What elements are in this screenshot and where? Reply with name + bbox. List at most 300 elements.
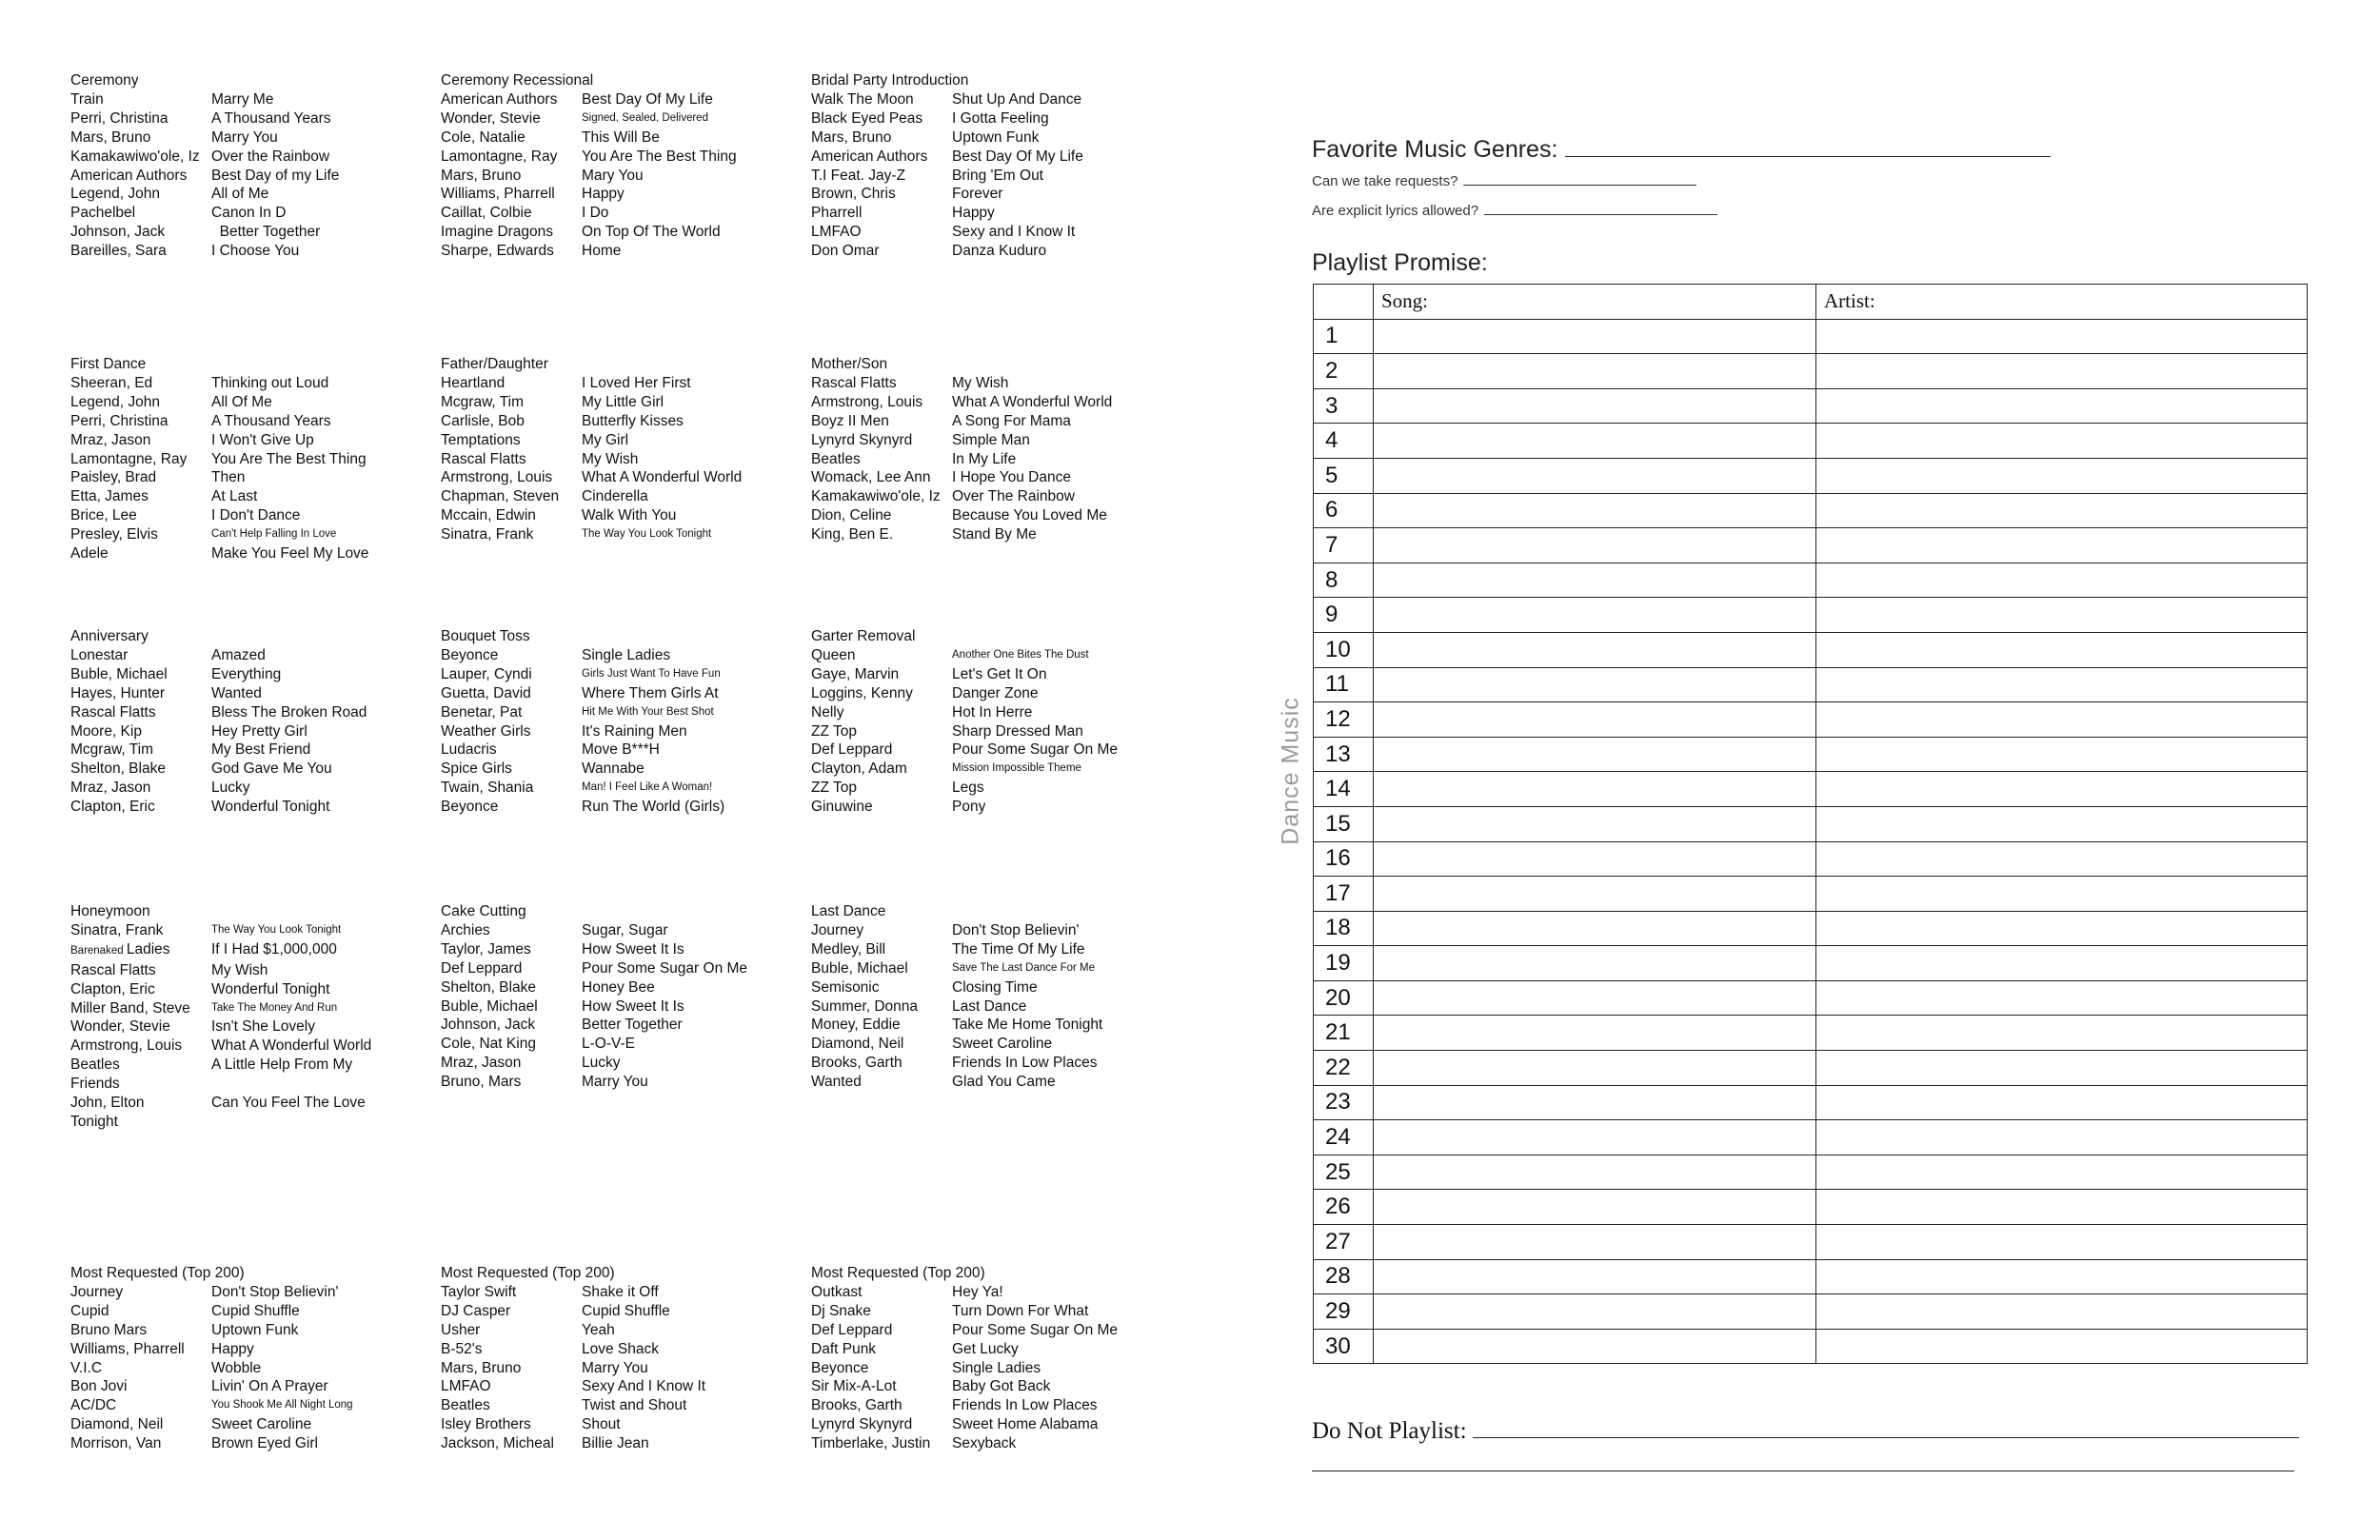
artist-name: Medley, Bill (811, 940, 886, 958)
artist-name: Clapton, Eric (70, 980, 155, 997)
artist-name: Beyonce (441, 799, 499, 816)
song-title: L-O-V-E (582, 1036, 635, 1053)
song-row (811, 798, 1173, 817)
song-cell[interactable] (1374, 563, 1816, 598)
artist-name: Legend, John (70, 186, 160, 203)
artist-name: Diamond, Neil (811, 1036, 904, 1053)
row-number: 8 (1314, 563, 1374, 598)
artist-cell[interactable] (1816, 1329, 2308, 1364)
song-title: A Little Help From My (211, 1056, 353, 1074)
song-cell[interactable] (1374, 1016, 1816, 1051)
artist-name: Archies (441, 921, 490, 938)
playlist-row (1314, 1051, 2308, 1086)
row-number: 14 (1314, 772, 1374, 807)
artist-name: Rascal Flatts (70, 961, 156, 978)
song-row (70, 1056, 432, 1075)
song-cell[interactable] (1374, 458, 1816, 493)
song-title: Another One Bites The Dust (952, 648, 1089, 661)
artist-cell[interactable] (1816, 841, 2308, 877)
song-title: Sweet Home Alabama (952, 1416, 1099, 1433)
song-cell[interactable] (1374, 1085, 1816, 1120)
song-cell[interactable] (1374, 528, 1816, 563)
section-title: Father/Daughter (441, 356, 548, 372)
song-title: You Shook Me All Night Long (211, 1399, 353, 1412)
playlist-row (1314, 458, 2308, 493)
playlist-row (1314, 737, 2308, 772)
artist-name: Ginuwine (811, 799, 873, 816)
song-row (70, 525, 432, 544)
song-title: My Wish (211, 961, 268, 978)
song-title: Sugar, Sugar (582, 921, 668, 938)
song-header: Song: (1374, 285, 1816, 320)
artist-name: Don Omar (811, 243, 880, 260)
artist-name: Adele (70, 545, 109, 563)
song-row (70, 544, 432, 563)
artist-name: Shelton, Blake (441, 978, 536, 996)
song-row (70, 128, 432, 148)
artist-name: Boyz II Men (811, 412, 889, 429)
song-row (811, 412, 1173, 431)
song-cell[interactable] (1374, 980, 1816, 1016)
artist-name: Perri, Christina (70, 412, 169, 429)
song-title: Marry You (582, 1074, 648, 1091)
artist-cell[interactable] (1816, 911, 2308, 946)
artist-name: Sheeran, Ed (70, 374, 153, 391)
artist-name: Presley, Elvis (70, 526, 158, 543)
artist-name: Def Leppard (441, 959, 523, 977)
song-title: Hot In Herre (952, 703, 1033, 721)
artist-cell[interactable] (1816, 877, 2308, 912)
song-cell[interactable] (1374, 1294, 1816, 1330)
playlist-row (1314, 1085, 2308, 1120)
artist-name: Imagine Dragons (441, 224, 554, 241)
artist-name: Summer, Donna (811, 997, 918, 1015)
artist-name: Lynyrd Skynyrd (811, 1416, 913, 1433)
row-number: 1 (1314, 319, 1374, 354)
song-title: I Loved Her First (582, 374, 691, 391)
row-number: 22 (1314, 1051, 1374, 1086)
song-cell[interactable] (1374, 1329, 1816, 1364)
artist-cell[interactable] (1816, 528, 2308, 563)
song-cell[interactable] (1374, 1225, 1816, 1260)
song-title: In My Life (952, 450, 1017, 467)
artist-name: Mcgraw, Tim (70, 741, 153, 759)
song-title: Wobble (211, 1359, 262, 1376)
song-row (811, 1415, 1173, 1434)
artist-name: Friends (70, 1076, 120, 1093)
song-cell[interactable] (1374, 493, 1816, 528)
artist-name: Pharrell (811, 205, 863, 222)
song-row (441, 1359, 803, 1378)
song-title: What A Wonderful World (582, 469, 743, 486)
artist-name: Journey (70, 1283, 124, 1300)
song-title: My Best Friend (211, 741, 311, 759)
song-cell[interactable] (1374, 911, 1816, 946)
song-title: Forever (952, 186, 1003, 203)
artist-cell[interactable] (1816, 1259, 2308, 1294)
row-number: 13 (1314, 737, 1374, 772)
song-row (441, 412, 803, 431)
song-title: Canon In D (211, 205, 287, 222)
song-title: Friends In Low Places (952, 1397, 1098, 1414)
song-title: Take The Money And Run (211, 1001, 338, 1014)
artist-cell[interactable] (1816, 1085, 2308, 1120)
song-title: Don't Stop Believin' (211, 1283, 339, 1300)
artist-name: Perri, Christina (70, 109, 169, 127)
song-row (70, 185, 432, 204)
song-row (441, 722, 803, 741)
song-title: Everything (211, 665, 282, 682)
section-title: Cake Cutting (441, 903, 526, 919)
song-row (811, 109, 1173, 128)
song-row (70, 961, 432, 980)
artist-name: Bon Jovi (70, 1378, 128, 1395)
row-number: 12 (1314, 702, 1374, 738)
artist-name: B-52's (441, 1340, 483, 1357)
song-title: Brown Eyed Girl (211, 1435, 318, 1452)
song-cell[interactable] (1374, 737, 1816, 772)
artist-cell[interactable] (1816, 1294, 2308, 1330)
song-cell[interactable] (1374, 772, 1816, 807)
song-row (70, 665, 432, 684)
song-title: Shut Up And Dance (952, 90, 1082, 108)
song-row (441, 1283, 803, 1302)
song-title: Pour Some Sugar On Me (582, 959, 748, 977)
song-row (811, 1377, 1173, 1396)
explicit-line[interactable] (1484, 203, 1717, 215)
artist-cell[interactable] (1816, 1016, 2308, 1051)
artist-cell[interactable] (1816, 632, 2308, 667)
song-row (70, 1113, 432, 1132)
artist-name: Dion, Celine (811, 507, 892, 524)
song-row (70, 1377, 432, 1396)
artist-name: Train (70, 90, 104, 108)
song-row (441, 646, 803, 665)
song-row (811, 978, 1173, 997)
playlist-row (1314, 1016, 2308, 1051)
song-row (811, 90, 1173, 109)
artist-cell[interactable] (1816, 667, 2308, 702)
song-title: Cupid Shuffle (211, 1302, 300, 1319)
song-row (441, 450, 803, 469)
song-title: Lucky (211, 780, 250, 797)
song-cell[interactable] (1374, 1155, 1816, 1190)
song-title: Stand By Me (952, 526, 1037, 543)
song-row (811, 185, 1173, 204)
requests-field[interactable] (1312, 173, 1696, 189)
song-row (441, 374, 803, 393)
song-section (441, 71, 803, 261)
artist-name: Armstrong, Louis (441, 469, 553, 486)
row-number: 29 (1314, 1294, 1374, 1330)
song-cell[interactable] (1374, 1259, 1816, 1294)
song-title: Hey Ya! (952, 1283, 1003, 1300)
song-cell[interactable] (1374, 319, 1816, 354)
song-row (811, 959, 1173, 978)
song-cell[interactable] (1374, 598, 1816, 633)
song-cell[interactable] (1374, 877, 1816, 912)
song-title: Sweet Caroline (952, 1036, 1053, 1053)
artist-name: ZZ Top (811, 722, 857, 740)
song-title: Single Ladies (952, 1359, 1041, 1376)
song-cell[interactable] (1374, 841, 1816, 877)
artist-cell[interactable] (1816, 806, 2308, 841)
favorite-genres-field[interactable] (1312, 136, 2051, 164)
artist-name: Wanted (811, 1074, 862, 1091)
artist-name: Armstrong, Louis (811, 393, 923, 410)
song-row (70, 242, 432, 261)
song-title: How Sweet It Is (582, 940, 684, 958)
playlist-row (1314, 877, 2308, 912)
song-row (441, 204, 803, 223)
section-title: Garter Removal (811, 628, 916, 644)
playlist-row (1314, 1329, 2308, 1364)
artist-cell[interactable] (1816, 1051, 2308, 1086)
artist-name: Taylor Swift (441, 1283, 517, 1300)
song-title: Mary You (582, 167, 644, 184)
song-title: Cupid Shuffle (582, 1302, 670, 1319)
song-title: Run The World (Girls) (582, 799, 725, 816)
song-row (811, 1073, 1173, 1092)
song-row (441, 148, 803, 167)
artist-cell[interactable] (1816, 1155, 2308, 1190)
song-cell[interactable] (1374, 1190, 1816, 1225)
section-title: Most Requested (Top 200) (70, 1265, 245, 1281)
row-number: 16 (1314, 841, 1374, 877)
song-title: Butterfly Kisses (582, 412, 684, 429)
artist-name: Mars, Bruno (811, 128, 892, 146)
song-row (811, 646, 1173, 665)
song-row (70, 90, 432, 109)
artist-name: Outkast (811, 1283, 863, 1300)
do-not-playlist-field[interactable] (1312, 1418, 2299, 1445)
song-title: Marry Me (211, 90, 274, 108)
playlist-row (1314, 528, 2308, 563)
song-row (70, 798, 432, 817)
song-title: A Thousand Years (211, 412, 331, 429)
song-title: You Are The Best Thing (582, 148, 737, 165)
song-section (811, 627, 1173, 817)
song-row (441, 921, 803, 940)
playlist-row (1314, 841, 2308, 877)
song-title: Wonderful Tonight (211, 980, 330, 997)
artist-cell[interactable] (1816, 493, 2308, 528)
artist-cell[interactable] (1816, 563, 2308, 598)
playlist-row (1314, 1120, 2308, 1155)
song-row (70, 940, 432, 961)
artist-cell[interactable] (1816, 354, 2308, 389)
playlist-row (1314, 1225, 2308, 1260)
song-row (70, 1415, 432, 1434)
song-row (441, 90, 803, 109)
artist-name: Walk The Moon (811, 90, 914, 108)
song-row (70, 1340, 432, 1359)
artist-name: LMFAO (441, 1378, 491, 1395)
song-row (441, 798, 803, 817)
artist-name: Temptations (441, 431, 521, 448)
song-title: Better Together (211, 224, 321, 241)
song-row (70, 412, 432, 431)
artist-cell[interactable] (1816, 319, 2308, 354)
song-title: Livin' On A Prayer (211, 1378, 328, 1395)
row-number: 17 (1314, 877, 1374, 912)
artist-cell[interactable] (1816, 1225, 2308, 1260)
song-cell[interactable] (1374, 806, 1816, 841)
song-cell[interactable] (1374, 1051, 1816, 1086)
requests-line[interactable] (1463, 173, 1696, 186)
artist-cell[interactable] (1816, 702, 2308, 738)
artist-cell[interactable] (1816, 458, 2308, 493)
artist-name: Guetta, David (441, 684, 531, 701)
explicit-field[interactable] (1312, 203, 1717, 219)
song-cell[interactable] (1374, 1120, 1816, 1155)
artist-name: Mraz, Jason (70, 780, 151, 797)
side-label: Dance Music (1277, 697, 1304, 845)
playlist-row (1314, 319, 2308, 354)
song-row (70, 703, 432, 722)
artist-name: Brice, Lee (70, 507, 137, 524)
artist-name: American Authors (441, 90, 558, 108)
artist-name: ZZ Top (811, 780, 857, 797)
song-title: Man! I Feel Like A Woman! (582, 781, 713, 794)
playlist-row (1314, 354, 2308, 389)
artist-name: Bareilles, Sara (70, 243, 167, 260)
artist-name: Beatles (811, 450, 861, 467)
song-cell[interactable] (1374, 354, 1816, 389)
song-row (70, 740, 432, 760)
artist-name: Mraz, Jason (70, 431, 151, 448)
song-title: Don't Stop Believin' (952, 921, 1080, 938)
song-row (811, 374, 1173, 393)
row-number: 9 (1314, 598, 1374, 633)
song-cell[interactable] (1374, 946, 1816, 981)
playlist-header-row (1314, 285, 2308, 320)
song-row (811, 1340, 1173, 1359)
song-row (441, 740, 803, 760)
artist-cell[interactable] (1816, 980, 2308, 1016)
song-row (811, 1434, 1173, 1453)
song-row (441, 1434, 803, 1453)
song-cell[interactable] (1374, 702, 1816, 738)
song-row (70, 1396, 432, 1415)
artist-name: Clapton, Eric (70, 799, 155, 816)
song-row (441, 525, 803, 544)
section-title: Most Requested (Top 200) (441, 1265, 615, 1281)
song-row (70, 1075, 432, 1094)
artist-cell[interactable] (1816, 1190, 2308, 1225)
artist-name: Jackson, Micheal (441, 1435, 554, 1452)
song-row (811, 242, 1173, 261)
song-row (441, 779, 803, 798)
artist-name: Dj Snake (811, 1302, 871, 1319)
artist-name: Black Eyed Peas (811, 109, 923, 127)
artist-name: Mcgraw, Tim (441, 393, 524, 410)
song-title: Friends In Low Places (952, 1055, 1098, 1072)
song-row (441, 997, 803, 1017)
song-row (441, 1340, 803, 1359)
row-number: 6 (1314, 493, 1374, 528)
song-section (811, 71, 1173, 261)
artist-name: Cole, Natalie (441, 128, 526, 146)
song-title: Over the Rainbow (211, 148, 330, 165)
artist-name: Sinatra, Frank (70, 921, 164, 938)
playlist-row (1314, 1155, 2308, 1190)
favorite-genres-line[interactable] (1565, 139, 2051, 157)
song-title: If I Had $1,000,000 (211, 940, 337, 958)
song-row (441, 128, 803, 148)
row-number: 2 (1314, 354, 1374, 389)
song-cell[interactable] (1374, 632, 1816, 667)
song-row (441, 1054, 803, 1073)
artist-name: Beatles (70, 1056, 120, 1074)
song-row (70, 722, 432, 741)
song-row (811, 128, 1173, 148)
song-cell[interactable] (1374, 667, 1816, 702)
song-cell[interactable] (1374, 424, 1816, 459)
song-row (70, 1434, 432, 1453)
artist-cell[interactable] (1816, 946, 2308, 981)
song-title: Amazed (211, 646, 266, 663)
artist-cell[interactable] (1816, 772, 2308, 807)
song-row (70, 760, 432, 779)
row-number: 3 (1314, 388, 1374, 424)
song-title: Can You Feel The Love (211, 1095, 366, 1112)
song-row (811, 921, 1173, 940)
song-row (811, 997, 1173, 1017)
song-title: Legs (952, 780, 984, 797)
song-title: Uptown Funk (952, 128, 1040, 146)
song-row (70, 450, 432, 469)
song-row (811, 1396, 1173, 1415)
artist-name: Miller Band, Steve (70, 999, 190, 1017)
row-number: 15 (1314, 806, 1374, 841)
song-row (811, 740, 1173, 760)
artist-cell[interactable] (1816, 598, 2308, 633)
song-title: At Last (211, 488, 258, 505)
artist-name: Sharpe, Edwards (441, 243, 554, 260)
song-row (441, 109, 803, 128)
number-header (1314, 285, 1374, 320)
artist-name: Wonder, Stevie (441, 109, 541, 127)
artist-cell[interactable] (1816, 1120, 2308, 1155)
song-title: I Choose You (211, 243, 300, 260)
song-row (441, 506, 803, 525)
playlist-row (1314, 946, 2308, 981)
artist-name: Rascal Flatts (441, 450, 526, 467)
playlist-row (1314, 702, 2308, 738)
song-cell[interactable] (1374, 388, 1816, 424)
song-row (70, 1302, 432, 1321)
song-row (441, 978, 803, 997)
song-title: Best Day Of My Life (952, 148, 1083, 165)
song-row (811, 1035, 1173, 1054)
row-number: 26 (1314, 1190, 1374, 1225)
artist-cell[interactable] (1816, 424, 2308, 459)
artist-cell[interactable] (1816, 388, 2308, 424)
song-title: Love Shack (582, 1340, 659, 1357)
artist-name: Taylor, James (441, 940, 531, 958)
do-not-playlist-line[interactable] (1473, 1420, 2299, 1438)
song-row (811, 703, 1173, 722)
song-title: Girls Just Want To Have Fun (582, 667, 721, 680)
row-number: 19 (1314, 946, 1374, 981)
artist-name: Journey (811, 921, 864, 938)
artist-name: American Authors (811, 148, 928, 165)
artist-name: Johnson, Jack (441, 1017, 536, 1034)
artist-name: Moore, Kip (70, 722, 142, 740)
song-title: Uptown Funk (211, 1321, 299, 1338)
artist-cell[interactable] (1816, 737, 2308, 772)
